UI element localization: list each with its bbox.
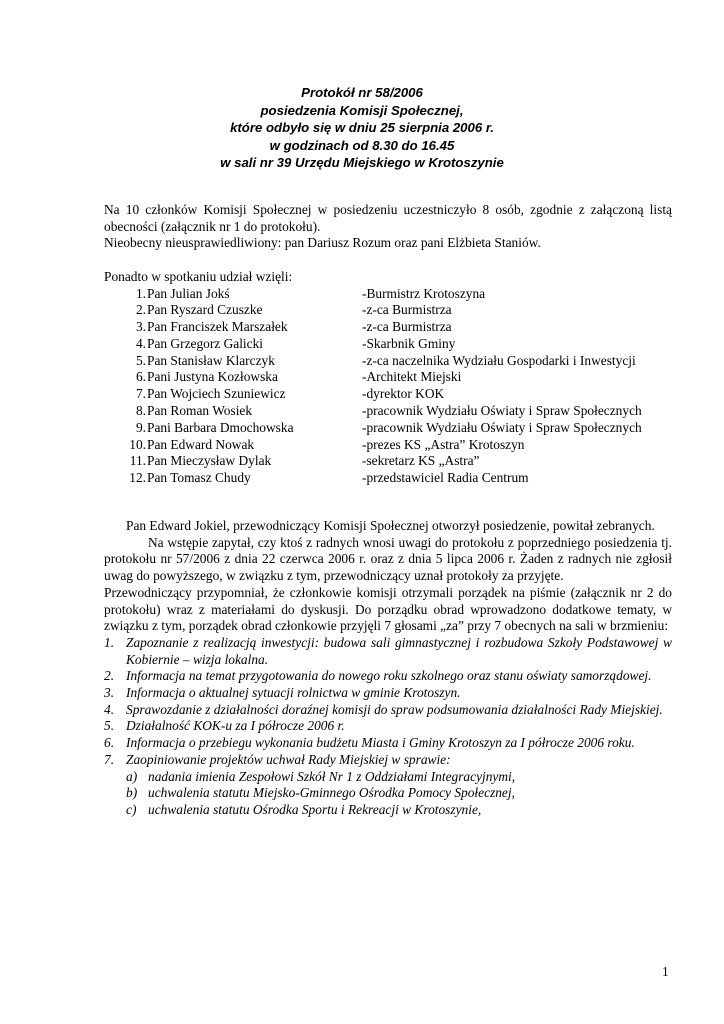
attendee-role: -Architekt Miejski — [362, 369, 462, 385]
list-item — [104, 336, 672, 353]
agenda-subitem-text: uchwalenia statutu Ośrodka Sportu i Rekreacji w Krotoszynie, — [148, 801, 482, 817]
attendee-name: Pan Tomasz Chudy — [147, 470, 251, 486]
document-title — [0, 84, 724, 172]
item-number: 2. — [135, 302, 146, 318]
list-item — [104, 319, 672, 336]
title-line-hours: w godzinach od 8.30 do 16.45 — [269, 137, 455, 153]
item-number: 6. — [104, 735, 115, 751]
absent-members: Nieobecny nieusprawiedliwiony: pan Dariusz Rozum oraz pani Elżbieta Staniów. — [104, 235, 541, 251]
agenda-intro-paragraph: Przewodniczący przypomniał, że członkowie komisji otrzymali porządek na piśmie (załącznik nr 2 do protokołu) wraz z materiałami do dyskusji. Do porządku obrad wprowadzono dodatkowe tematy, w związku z tym, porządek obrad członkowie przyjęli 7 głosami „za” przy 7 obecnych na sali w brzmieniu: — [104, 584, 672, 634]
item-number: 1. — [104, 634, 115, 650]
item-number: b) — [126, 785, 138, 801]
agenda-list — [104, 635, 672, 819]
attendee-name: Pan Stanisław Klarczyk — [147, 352, 275, 368]
attendee-role: -przedstawiciel Radia Centrum — [362, 470, 529, 486]
attendee-name: Pan Mieczysław Dylak — [147, 453, 272, 469]
item-number: 4. — [104, 701, 115, 717]
list-item — [104, 470, 672, 487]
title-line-protocol-number: Protokół nr 58/2006 — [301, 85, 423, 100]
attendee-role: -prezes KS „Astra” Krotoszyn — [362, 436, 525, 452]
item-number: 7. — [104, 751, 115, 767]
item-number: 12. — [129, 470, 146, 486]
intro-paragraph: Na 10 członków Komisji Społecznej w posiedzeniu uczestniczyło 8 osób, zgodnie z załączoną listą obecności (załącznik nr 1 do protokołu). — [104, 202, 672, 234]
item-number: 7. — [135, 386, 146, 402]
list-item — [104, 802, 672, 819]
list-item — [104, 286, 672, 303]
item-number: 3. — [104, 685, 115, 701]
attendee-name: Pan Edward Nowak — [147, 436, 255, 452]
attendee-name: Pan Wojciech Szuniewicz — [147, 386, 286, 402]
list-item — [104, 437, 672, 454]
list-item — [104, 685, 672, 702]
agenda-text: Informacja na temat przygotowania do nowego roku szkolnego oraz stanu oświaty samorządowej. — [126, 668, 652, 684]
item-number: 6. — [135, 369, 146, 385]
list-item — [104, 353, 672, 370]
attendee-role: -pracownik Wydziału Oświaty i Spraw Społecznych — [362, 403, 642, 419]
agenda-subitem-text: nadania imienia Zespołowi Szkół Nr 1 z Oddziałami Integracyjnymi, — [148, 768, 516, 784]
attendee-role: -z-ca naczelnika Wydziału Gospodarki i Inwestycji — [362, 352, 636, 368]
list-item — [104, 769, 672, 786]
agenda-text: Zaopiniowanie projektów uchwał Rady Miejskiej w sprawie: — [126, 751, 451, 767]
attendee-role: -sekretarz KS „Astra” — [362, 453, 480, 469]
proceedings-section — [104, 518, 672, 819]
list-item — [104, 735, 672, 752]
agenda-text: Informacja o aktualnej sytuacji rolnictwa w gminie Krotoszyn. — [126, 685, 461, 701]
item-number: a) — [126, 768, 138, 784]
item-number: c) — [126, 801, 137, 817]
document-body — [104, 202, 672, 487]
attendees-list — [104, 286, 672, 488]
agenda-text: Działalność KOK-u za I półrocze 2006 r. — [126, 718, 345, 734]
list-item — [104, 453, 672, 470]
list-item — [104, 785, 672, 802]
item-number: 9. — [135, 419, 146, 435]
list-item — [104, 752, 672, 769]
agenda-text: Zapoznanie z realizacją inwestycji: budowa sali gimnastycznej i rozbudowa Szkoły Podstawowej w Kobiernie – wizja lokalna. — [126, 634, 672, 667]
list-item — [104, 668, 672, 685]
attendee-name: Pan Roman Wosiek — [147, 403, 253, 419]
item-number: 5. — [135, 352, 146, 368]
item-number: 2. — [104, 668, 115, 684]
attendee-role: -Skarbnik Gminy — [362, 335, 456, 351]
minutes-paragraph: Na wstępie zapytał, czy ktoś z radnych wnosi uwagi do protokołu z poprzedniego posiedzenia tj. protokołu nr 57/2006 z dnia 22 czerwca 2006 r. oraz z dnia 5 lipca 2006 r. Żaden z radnych nie zgłosił uwag do powyższego, w związku z tym, przewodniczący uznał protokoły za przyjęte. — [104, 534, 672, 584]
opening-paragraph: Pan Edward Jokiel, przewodniczący Komisji Społecznej otworzył posiedzenie, powitał zebranych. — [126, 518, 655, 533]
agenda-text: Informacja o przebiegu wykonania budżetu Miasta i Gminy Krotoszyn za I półrocze 2006 roku. — [126, 735, 635, 751]
attendee-role: -z-ca Burmistrza — [362, 319, 452, 335]
list-item — [104, 718, 672, 735]
agenda-text: Sprawozdanie z działalności doraźnej komisji do spraw podsumowania działalności Rady Miejskiej. — [126, 701, 663, 717]
item-number: 11. — [129, 453, 146, 469]
page-number: 1 — [662, 964, 669, 979]
attendee-name: Pani Justyna Kozłowska — [147, 369, 278, 385]
list-item — [104, 420, 672, 437]
attendee-role: -Burmistrz Krotoszyna — [362, 285, 486, 301]
attendee-name: Pan Julian Jokś — [147, 285, 230, 301]
title-line-committee: posiedzenia Komisji Społecznej, — [260, 102, 464, 118]
title-line-room: w sali nr 39 Urzędu Miejskiego w Krotoszynie — [220, 155, 504, 171]
attendee-name: Pan Grzegorz Galicki — [147, 335, 264, 351]
attendee-name: Pan Franciszek Marszałek — [147, 319, 288, 335]
attendees-heading: Ponadto w spotkaniu udział wzięli: — [104, 268, 293, 284]
list-item — [104, 702, 672, 719]
attendee-role: -dyrektor KOK — [362, 386, 445, 402]
list-item — [104, 635, 672, 668]
list-item — [104, 386, 672, 403]
item-number: 1. — [135, 285, 146, 301]
attendee-name: Pan Ryszard Czuszke — [147, 302, 263, 318]
agenda-subitem-text: uchwalenia statutu Miejsko-Gminnego Ośrodka Pomocy Społecznej, — [148, 785, 515, 801]
item-number: 4. — [135, 335, 146, 351]
attendee-role: -pracownik Wydziału Oświaty i Spraw Społecznych — [362, 419, 642, 435]
item-number: 5. — [104, 718, 115, 734]
list-item — [104, 369, 672, 386]
item-number: 10. — [129, 436, 146, 452]
attendee-role: -z-ca Burmistrza — [362, 302, 452, 318]
item-number: 3. — [135, 319, 146, 335]
attendee-name: Pani Barbara Dmochowska — [147, 419, 294, 435]
list-item — [104, 403, 672, 420]
title-line-date: które odbyło się w dniu 25 sierpnia 2006 r. — [230, 120, 494, 136]
list-item — [104, 302, 672, 319]
item-number: 8. — [135, 403, 146, 419]
